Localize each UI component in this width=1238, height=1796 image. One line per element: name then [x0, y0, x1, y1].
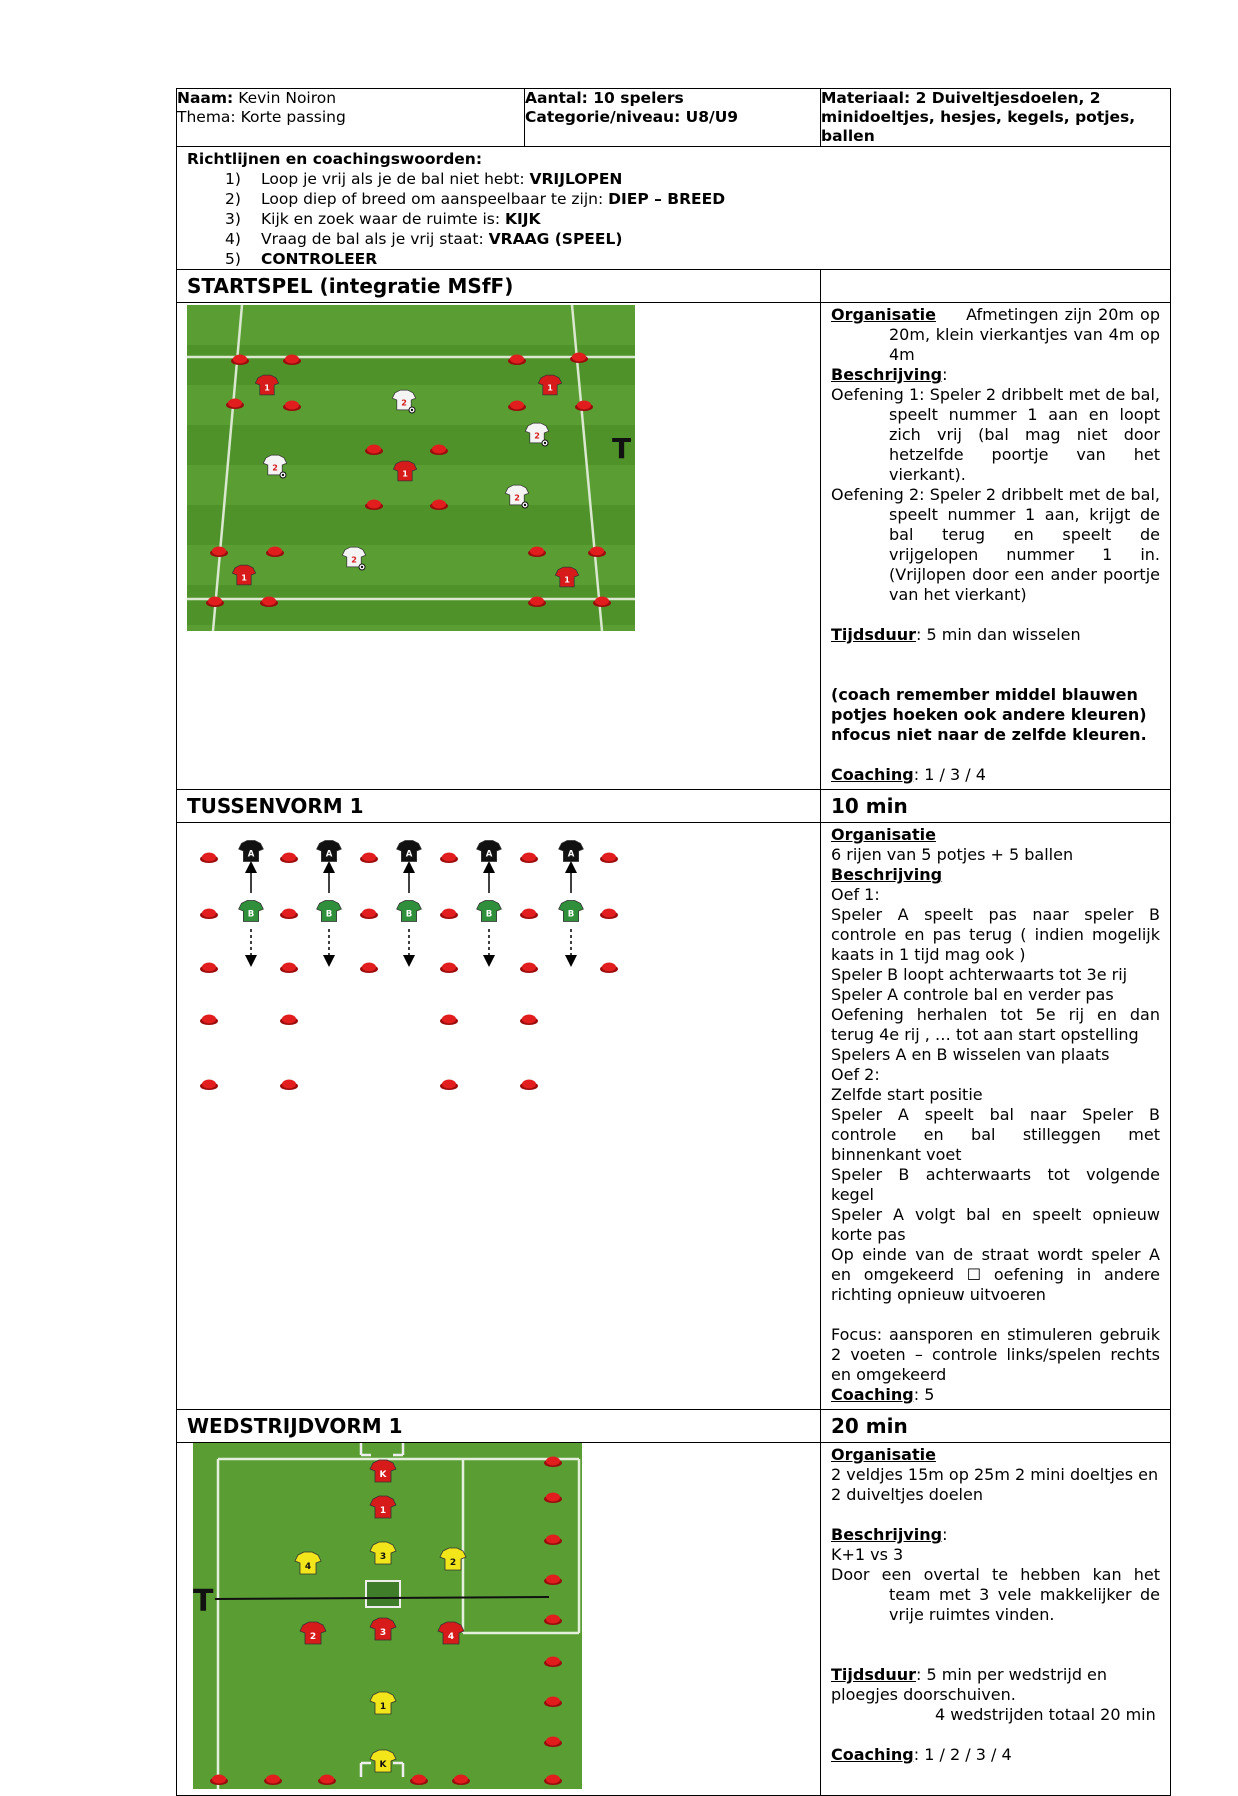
tussenvorm-coach-label: Coaching	[831, 1385, 914, 1404]
startspel-title-row	[177, 270, 1171, 303]
cone-icon	[360, 853, 378, 864]
cone-icon	[520, 1080, 538, 1091]
header-count-cell	[525, 89, 821, 147]
ball-icon	[542, 440, 548, 446]
wv-side-letter-t: T	[193, 1584, 214, 1619]
guideline-keyword: DIEP – BREED	[608, 190, 726, 208]
guideline-item	[187, 209, 1160, 229]
tussenvorm-line: Spelers A en B wisselen van plaats	[831, 1045, 1110, 1064]
player-b-shirt	[477, 901, 502, 922]
cone-icon	[600, 909, 618, 920]
startspel-oef2: Oefening 2: Speler 2 dribbelt met de bal, speelt nummer 1 aan, krijgt de bal terug en speelt de vrijgelopen nummer 1 in. (Vrijlopen door een ander poortje van het vierkant)	[831, 485, 1160, 604]
cone-icon	[600, 963, 618, 974]
tussenvorm-title: TUSSENVORM 1	[177, 790, 821, 823]
guideline-item	[187, 249, 1160, 269]
startspel-tijd-text: : 5 min dan wisselen	[915, 625, 1081, 644]
ball-icon	[280, 472, 286, 478]
guidelines-title: Richtlijnen en coachingswoorden:	[187, 150, 483, 168]
guideline-text: Vraag de bal als je vrij staat:	[261, 230, 489, 248]
shirt-number: B	[405, 909, 413, 920]
shirt-number: 1	[264, 382, 270, 393]
wedstrijd-title: WEDSTRIJDVORM 1	[177, 1410, 821, 1443]
cone-icon	[440, 963, 458, 974]
guideline-number: 5)	[225, 250, 241, 268]
cone-icon	[280, 1080, 298, 1091]
shirt-number: 4	[447, 1632, 455, 1642]
guideline-item	[187, 189, 1160, 209]
session-sheet	[176, 88, 1170, 1796]
player-a-shirt	[477, 841, 502, 862]
shirt-number: A	[325, 849, 333, 860]
startspel-text-cell: Organisatie Afmetingen zijn 20m op 20m, klein vierkantjes van 4m op 4m Beschrijving: Oefening 1: Speler 2 dribbelt met de bal, speelt nummer 1 aan en loopt zich vrij (bal mag niet door hetzelfde poortje van het vierkant). Oefening 2: Speler 2 dribbelt met de bal, speelt nummer 1 aan, krijgt de bal terug en speelt de vrijgelopen nummer 1 in. (Vrijlopen door een ander poortje van het vierkant) Tijdsduur: 5 min dan wisselen (coach remember middel blauwen potjes hoeken ook andere kleuren) nfocus niet naar de zelfde kleuren. Coaching: 1 / 3 / 4	[821, 303, 1171, 790]
wedstrijd-tijd-label: Tijdsduur	[831, 1665, 916, 1684]
cone-icon	[280, 1015, 298, 1026]
cone-icon	[200, 1080, 218, 1091]
startspel-diagram-cell	[177, 303, 821, 790]
startspel-coach-text: : 1 / 3 / 4	[913, 765, 986, 784]
shirt-number: 2	[351, 554, 357, 565]
tussenvorm-line: Speler B achterwaarts tot volgende kegel	[831, 1165, 1160, 1204]
cone-icon	[520, 853, 538, 864]
guideline-item	[187, 169, 1160, 189]
tussenvorm-line: Speler A volgt bal en speelt opnieuw korte pas	[831, 1205, 1160, 1244]
material-list: Materiaal: 2 Duiveltjesdoelen, 2 minidoeltjes, hesjes, kegels, potjes, ballen	[821, 89, 1136, 145]
category-level: Categorie/niveau: U8/U9	[525, 108, 739, 126]
tussenvorm-line: Speler A speelt bal naar Speler B controle en bal stilleggen met binnenkant voet	[831, 1105, 1160, 1164]
guideline-text: Kijk en zoek waar de ruimte is:	[261, 210, 505, 228]
guideline-keyword: VRAAG (SPEEL)	[488, 230, 623, 248]
cone-icon	[600, 853, 618, 864]
shirt-number: 2	[449, 1558, 457, 1568]
startspel-title-right	[821, 270, 1171, 303]
cone-icon	[360, 909, 378, 920]
tussenvorm-line: Speler B loopt achterwaarts tot 3e rij	[831, 965, 1128, 984]
cone-icon	[440, 1015, 458, 1026]
cone-icon	[200, 853, 218, 864]
shirt-number: 1	[564, 574, 570, 585]
wedstrijd-text-cell: Organisatie 2 veldjes 15m op 25m 2 mini doeltjes en 2 duiveltjes doelen Beschrijving: K+1 vs 3 Door een overtal te hebben kan het team met 3 vele makkelijker de vrije ruimtes vinden. Tijdsduur: 5 min per wedstrijd en ploegjes doorschuiven. 4 wedstrijden totaal 20 min Coaching: 1 / 2 / 3 / 4	[821, 1443, 1171, 1796]
header-material-cell	[821, 89, 1171, 147]
guideline-keyword: KIJK	[504, 210, 541, 228]
startspel-coach-label: Coaching	[831, 765, 914, 784]
wedstrijd-tijd-text1: : 5 min per wedstrijd en ploegjes doorschuiven.	[831, 1665, 1108, 1704]
shirt-number: 2	[534, 430, 540, 441]
tussenvorm-line: Oef 1:	[831, 885, 880, 904]
cone-icon	[520, 1015, 538, 1026]
wedstrijd-tijd-text2: 4 wedstrijden totaal 20 min	[935, 1705, 1156, 1724]
tussenvorm-title-row	[177, 790, 1171, 823]
cone-icon	[440, 909, 458, 920]
training-table	[176, 88, 1171, 1796]
startspel-content-row	[177, 303, 1171, 790]
shirt-number: B	[485, 909, 493, 920]
wedstrijd-coach-label: Coaching	[831, 1745, 914, 1764]
ball-icon	[359, 564, 365, 570]
player-a-shirt	[317, 841, 342, 862]
tussenvorm-diagram-cell	[177, 823, 821, 1410]
cone-icon	[280, 853, 298, 864]
guideline-text: Loop diep of breed om aanspeelbaar te zijn:	[261, 190, 609, 208]
cone-icon	[280, 909, 298, 920]
shirt-number: 1	[379, 1702, 387, 1712]
tussenvorm-org-text: 6 rijen van 5 potjes + 5 ballen	[831, 845, 1074, 864]
wv-grass	[193, 1443, 582, 1789]
wedstrijd-coach-text: : 1 / 2 / 3 / 4	[913, 1745, 1012, 1764]
cone-icon	[440, 853, 458, 864]
startspel-org-text: Afmetingen zijn 20m op 20m, klein vierkantjes van 4m op 4m	[889, 305, 1160, 364]
name-value: Kevin Noiron	[238, 89, 337, 107]
player-b-shirt	[559, 901, 584, 922]
shirt-number: 1	[547, 382, 553, 393]
shirt-number: 3	[379, 1628, 387, 1638]
player-a-shirt	[239, 841, 264, 862]
guideline-text: Loop je vrij als je de bal niet hebt:	[261, 170, 530, 188]
guideline-number: 4)	[225, 230, 241, 248]
tussenvorm-besch-label: Beschrijving	[831, 865, 943, 884]
guideline-keyword: VRIJLOPEN	[529, 170, 623, 188]
tussenvorm-lines	[831, 885, 1160, 1305]
shirt-number: 2	[309, 1632, 317, 1642]
mini-goal	[366, 1581, 400, 1607]
tussenvorm-content-row	[177, 823, 1171, 1410]
guideline-number: 2)	[225, 190, 241, 208]
shirt-number: A	[485, 849, 493, 860]
header-name-cell	[177, 89, 525, 147]
tussenvorm-focus: Focus: aansporen en stimuleren gebruik 2 voeten – controle links/spelen rechts en omgekeerd	[831, 1325, 1160, 1384]
player-a-shirt	[559, 841, 584, 862]
cone-icon	[200, 963, 218, 974]
player-count: Aantal: 10 spelers	[525, 89, 684, 107]
wedstrijd-title-row	[177, 1410, 1171, 1443]
wedstrijd-duration: 20 min	[821, 1410, 1171, 1443]
shirt-number: K	[379, 1470, 387, 1480]
shirt-number: K	[379, 1760, 387, 1770]
tussenvorm-line: Op einde van de straat wordt speler A en omgekeerd ☐ oefening in andere richting opnieuw uitvoeren	[831, 1245, 1160, 1304]
guideline-keyword: CONTROLEER	[261, 250, 378, 268]
shirt-number: 1	[402, 468, 408, 479]
tussenvorm-org-label: Organisatie	[831, 825, 936, 844]
shirt-number: B	[567, 909, 575, 920]
shirt-number: B	[325, 909, 333, 920]
startspel-title: STARTSPEL (integratie MSfF)	[177, 270, 821, 303]
startspel-field-diagram	[187, 305, 635, 635]
shirt-number: 3	[379, 1552, 387, 1562]
startspel-tijd-label: Tijdsduur	[831, 625, 916, 644]
shirt-number: B	[247, 909, 255, 920]
shirt-number: 2	[401, 397, 407, 408]
cone-icon	[440, 1080, 458, 1091]
guidelines-row	[177, 147, 1171, 270]
guidelines-cell	[177, 147, 1171, 270]
shirt-number: 4	[304, 1562, 312, 1572]
ball-icon	[409, 407, 415, 413]
tussenvorm-line: Oefening herhalen tot 5e rij en dan terug 4e rij , … tot aan start opstelling	[831, 1005, 1160, 1044]
tussenvorm-line: Speler A speelt pas naar speler B controle en pas terug ( indien mogelijk kaats in 1 tijd mag ook )	[831, 905, 1160, 964]
shirt-number: A	[567, 849, 575, 860]
player-b-shirt	[239, 901, 264, 922]
tussenvorm-line: Oef 2:	[831, 1065, 880, 1084]
startspel-org-label: Organisatie	[831, 305, 936, 324]
tussenvorm-diagram	[187, 829, 647, 1109]
cone-icon	[200, 1015, 218, 1026]
tussenvorm-duration: 10 min	[821, 790, 1171, 823]
cone-icon	[360, 963, 378, 974]
tussenvorm-line: Zelfde start positie	[831, 1085, 983, 1104]
cone-icon	[520, 909, 538, 920]
shirt-number: A	[247, 849, 255, 860]
guideline-number: 3)	[225, 210, 241, 228]
name-label: Naam:	[177, 89, 234, 107]
wedstrijd-besch-line2: Door een overtal te hebben kan het team met 3 vele makkelijker de vrije ruimtes vinden.	[831, 1565, 1160, 1624]
wedstrijd-field-diagram	[193, 1443, 593, 1793]
wedstrijd-content-row	[177, 1443, 1171, 1796]
shirt-number: 2	[514, 492, 520, 503]
side-letter-t: T	[612, 432, 632, 465]
wedstrijd-diagram-cell	[177, 1443, 821, 1796]
shirt-number: 1	[241, 572, 247, 583]
startspel-besch-label: Beschrijving	[831, 365, 943, 384]
shirt-number: 2	[272, 462, 278, 473]
wedstrijd-besch-label: Beschrijving	[831, 1525, 943, 1544]
guidelines-list	[187, 169, 1160, 269]
wedstrijd-org-text: 2 veldjes 15m op 25m 2 mini doeltjes en 2 duiveltjes doelen	[831, 1465, 1159, 1504]
ball-icon	[522, 502, 528, 508]
header-row	[177, 89, 1171, 147]
tussenvorm-line: Speler A controle bal en verder pas	[831, 985, 1114, 1004]
guideline-number: 1)	[225, 170, 241, 188]
cone-icon	[280, 963, 298, 974]
tussenvorm-coach-text: : 5	[913, 1385, 935, 1404]
wedstrijd-org-label: Organisatie	[831, 1445, 936, 1464]
shirt-number: A	[405, 849, 413, 860]
player-b-shirt	[397, 901, 422, 922]
cone-icon	[520, 963, 538, 974]
wedstrijd-besch-line1: K+1 vs 3	[831, 1545, 904, 1564]
player-b-shirt	[317, 901, 342, 922]
shirt-number: 1	[379, 1506, 387, 1516]
startspel-note: (coach remember middel blauwen potjes hoeken ook andere kleuren) nfocus niet naar de zelfde kleuren.	[831, 685, 1147, 744]
theme-label: Thema:	[177, 108, 236, 126]
cone-icon	[200, 909, 218, 920]
player-a-shirt	[397, 841, 422, 862]
tussenvorm-text-cell	[821, 823, 1171, 1410]
guideline-item	[187, 229, 1160, 249]
startspel-oef1: Oefening 1: Speler 2 dribbelt met de bal, speelt nummer 1 aan en loopt zich vrij (bal mag niet door hetzelfde poortje van het vierkant).	[831, 385, 1160, 484]
theme-value: Korte passing	[240, 108, 346, 126]
